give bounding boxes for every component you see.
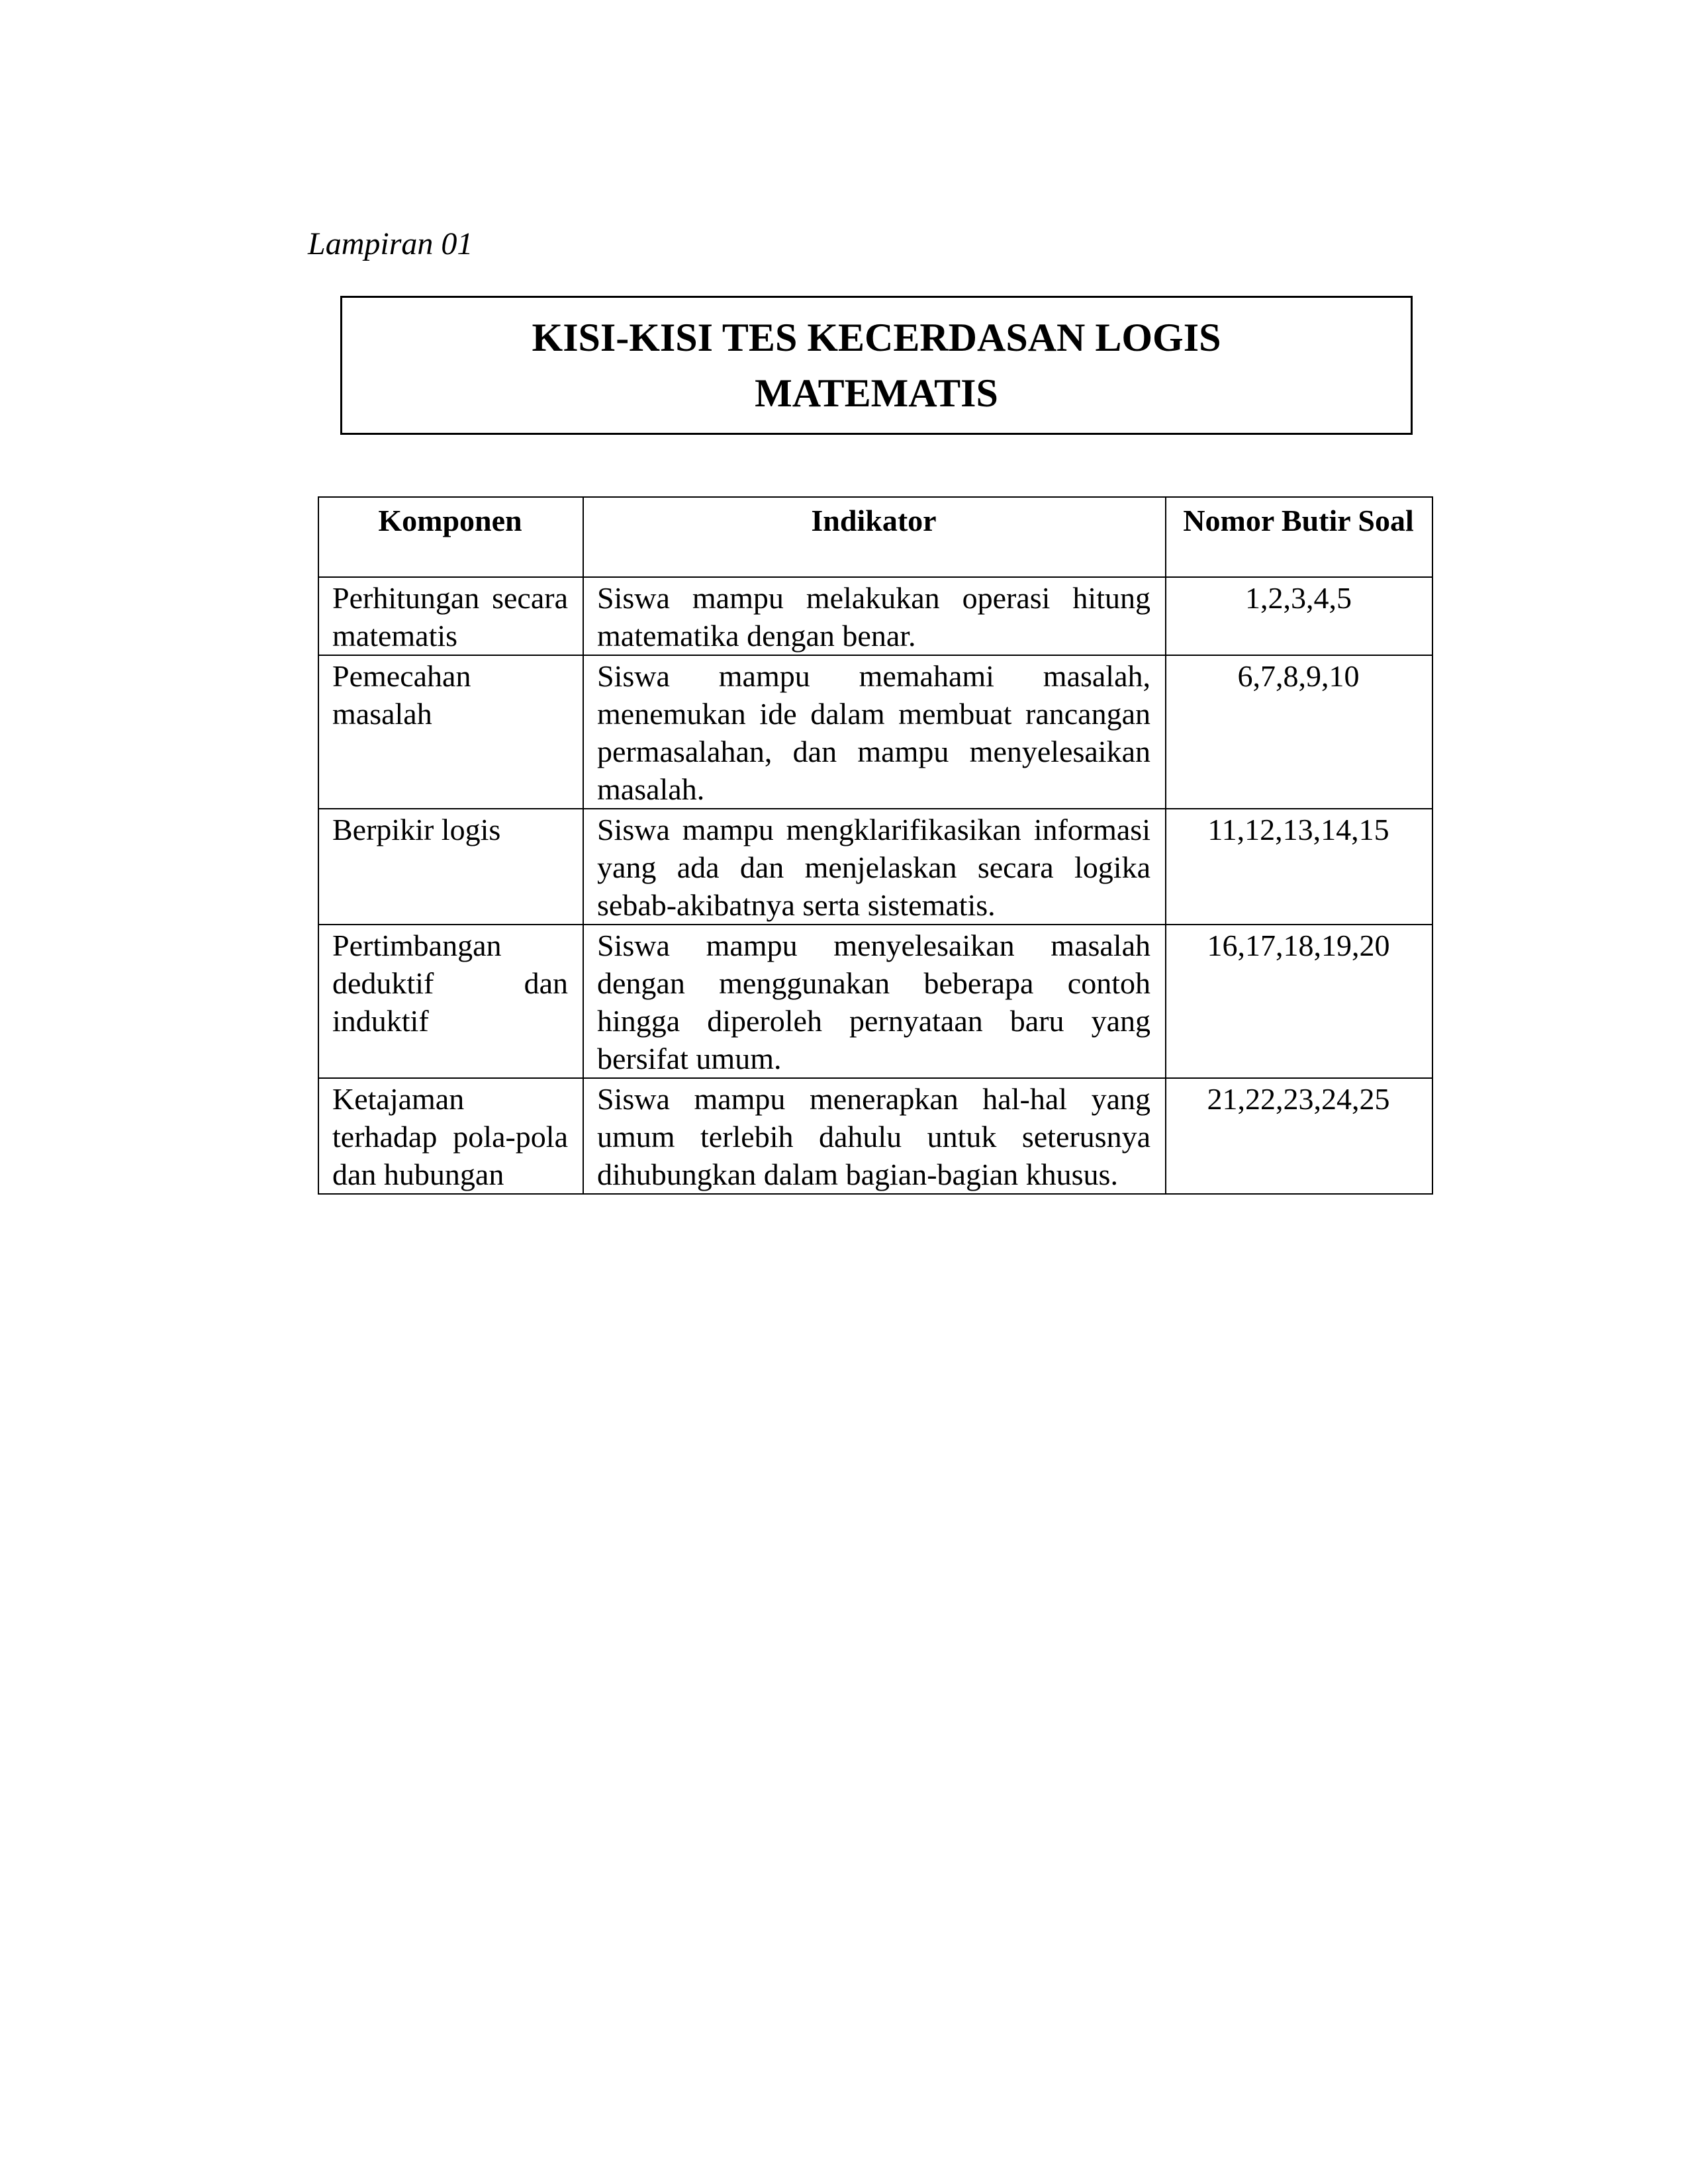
- indikator-cell: Siswa mampu menerapkan hal-hal yang umum terlebih dahulu untuk seterusnya dihubungkan dalam bagian-bagian khusus.: [583, 1078, 1166, 1194]
- komponen-cell: Berpikir logis: [318, 809, 583, 925]
- nomor-cell: 6,7,8,9,10: [1166, 655, 1432, 809]
- table-row: [318, 925, 1432, 1078]
- indikator-cell: Siswa mampu menyelesaikan masalah dengan menggunakan beberapa contoh hingga diperoleh pernyataan baru yang bersifat umum.: [583, 925, 1166, 1078]
- nomor-cell: 11,12,13,14,15: [1166, 809, 1432, 925]
- header-komponen: Komponen: [318, 497, 583, 577]
- kisi-kisi-table: [318, 496, 1433, 1195]
- nomor-cell: 16,17,18,19,20: [1166, 925, 1432, 1078]
- indikator-cell: Siswa mampu mengklarifikasikan informasi yang ada dan menjelaskan secara logika sebab-akibatnya serta sistematis.: [583, 809, 1166, 925]
- header-nomor-butir-soal: Nomor Butir Soal: [1166, 497, 1432, 577]
- page-title-line-2: MATEMATIS: [755, 371, 998, 415]
- table-row: [318, 1078, 1432, 1194]
- page-title-line-1: KISI-KISI TES KECERDASAN LOGIS: [532, 316, 1221, 359]
- nomor-cell: 1,2,3,4,5: [1166, 577, 1432, 655]
- table-header-row: [318, 497, 1432, 577]
- table-row: [318, 809, 1432, 925]
- komponen-cell: Perhitungan secara matematis: [318, 577, 583, 655]
- nomor-cell: 21,22,23,24,25: [1166, 1078, 1432, 1194]
- komponen-cell: Ketajaman terhadap pola-pola dan hubungan: [318, 1078, 583, 1194]
- header-indikator: Indikator: [583, 497, 1166, 577]
- table-row: [318, 577, 1432, 655]
- komponen-cell: Pemecahan masalah: [318, 655, 583, 809]
- title-box: [340, 296, 1413, 435]
- komponen-cell: Pertimbangan deduktif dan induktif: [318, 925, 583, 1078]
- indikator-cell: Siswa mampu memahami masalah, menemukan ide dalam membuat rancangan permasalahan, dan mampu menyelesaikan masalah.: [583, 655, 1166, 809]
- appendix-label: Lampiran 01: [308, 226, 473, 261]
- indikator-cell: Siswa mampu melakukan operasi hitung matematika dengan benar.: [583, 577, 1166, 655]
- table-row: [318, 655, 1432, 809]
